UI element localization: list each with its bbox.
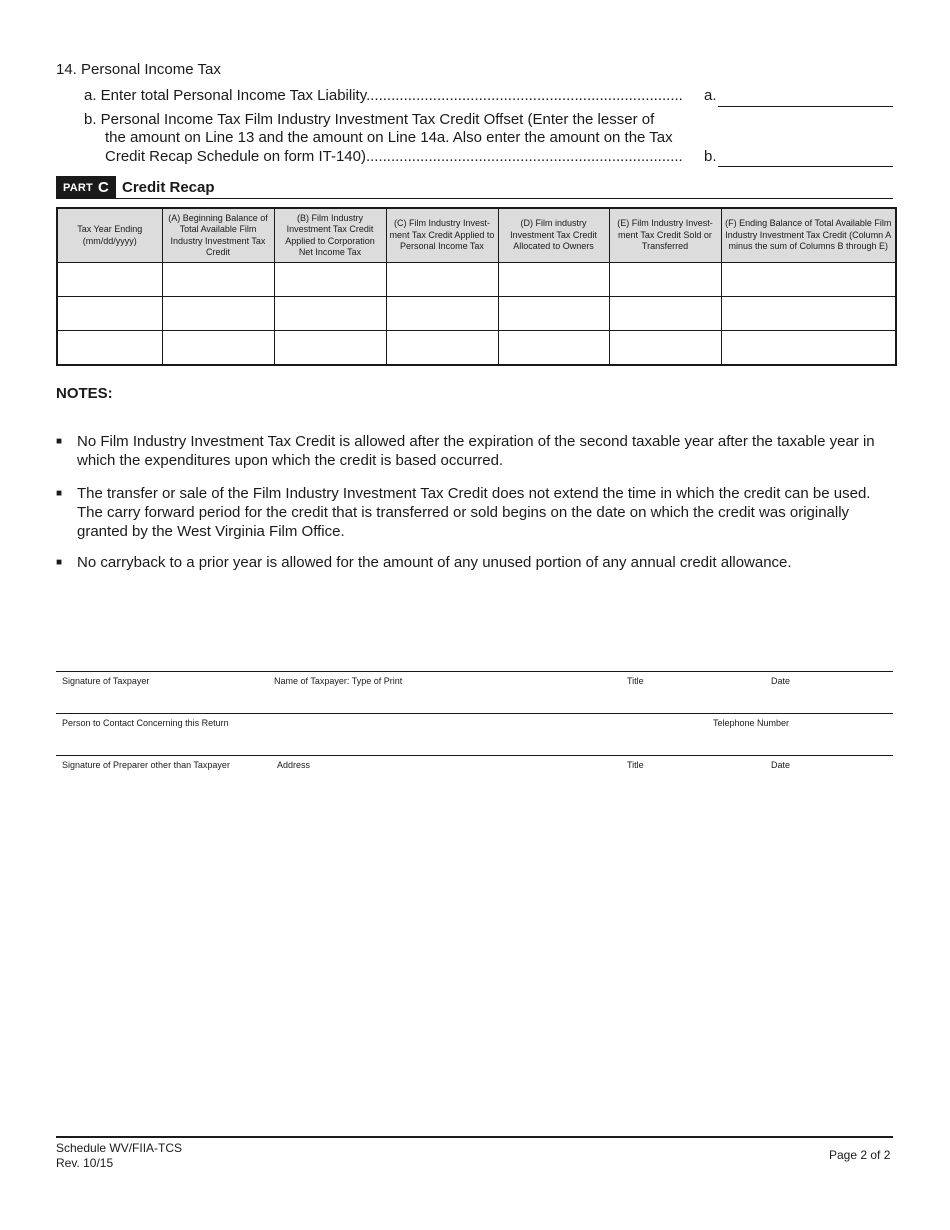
- name-of-taxpayer-label: Name of Taxpayer: Type of Print: [274, 676, 403, 686]
- cell-f[interactable]: [721, 297, 896, 331]
- line-14-title: 14. Personal Income Tax: [56, 61, 221, 78]
- header-col-d: (D) Film industry Investment Tax Credit Allocated to Owners: [498, 208, 609, 263]
- cell-d[interactable]: [498, 263, 609, 297]
- cell-d[interactable]: [498, 297, 609, 331]
- line-14b-input[interactable]: [718, 166, 893, 167]
- note-item-1: No Film Industry Investment Tax Credit is allowed after the expiration of the second taxable year after the taxable year in which the expenditures upon which the credit is based occurred.: [77, 433, 875, 469]
- header-col-a: (A) Beginning Balance of Total Available Film Industry Investment Tax Credit: [162, 208, 274, 263]
- line-14a-text: a. Enter total Personal Income Tax Liability............................................................................: [84, 87, 683, 104]
- table-row: [57, 263, 896, 297]
- telephone-number-label: Telephone Number: [713, 718, 790, 728]
- cell-f[interactable]: [721, 331, 896, 366]
- cell-tax-year[interactable]: [57, 263, 162, 297]
- part-badge-word: PART: [63, 181, 93, 194]
- page-number: Page 2 of 2: [829, 1148, 891, 1162]
- cell-d[interactable]: [498, 331, 609, 366]
- header-col-f: (F) Ending Balance of Total Available Film Industry Investment Tax Credit (Column A minus the sum of Columns B through E): [721, 208, 896, 263]
- cell-a[interactable]: [162, 297, 274, 331]
- cell-b[interactable]: [274, 297, 386, 331]
- cell-a[interactable]: [162, 331, 274, 366]
- title-label: Title: [627, 676, 644, 686]
- address-label: Address: [277, 760, 311, 770]
- header-col-b: (B) Film Industry Investment Tax Credit Applied to Corporation Net Income Tax: [274, 208, 386, 263]
- square-bullet-icon: ■: [56, 557, 63, 568]
- cell-tax-year[interactable]: [57, 331, 162, 366]
- note-item-3: No carryback to a prior year is allowed for the amount of any unused portion of any annual credit allowance.: [77, 554, 792, 571]
- header-col-c: (C) Film Industry Invest-ment Tax Credit Applied to Personal Income Tax: [386, 208, 498, 263]
- title-label: Title: [627, 760, 644, 770]
- signature-line-3[interactable]: [56, 755, 893, 756]
- note-item-2: The transfer or sale of the Film Industry Investment Tax Credit does not extend the time in which the credit can be used. The carry forward period for the credit that is transferred or sold begins on the date on which the credit was originally granted by the West Virginia Film Office.: [77, 485, 871, 540]
- footer-rule: [56, 1136, 893, 1138]
- signature-line-1[interactable]: [56, 671, 893, 672]
- part-c-title: Credit Recap: [122, 179, 215, 196]
- schedule-id: Schedule WV/FIIA-TCS: [56, 1141, 183, 1155]
- signature-of-taxpayer-label: Signature of Taxpayer: [62, 676, 150, 686]
- preparer-signature-label: Signature of Preparer other than Taxpayer: [62, 760, 230, 770]
- square-bullet-icon: ■: [56, 436, 63, 447]
- signature-line-2[interactable]: [56, 713, 893, 714]
- revision-date: Rev. 10/15: [56, 1156, 114, 1170]
- line-14b-text-1: b. Personal Income Tax Film Industry Investment Tax Credit Offset (Enter the lesser of: [84, 111, 655, 128]
- part-c-rule: [116, 198, 893, 199]
- cell-a[interactable]: [162, 263, 274, 297]
- cell-c[interactable]: [386, 331, 498, 366]
- cell-e[interactable]: [609, 297, 721, 331]
- cell-c[interactable]: [386, 263, 498, 297]
- header-col-e: (E) Film Industry Invest-ment Tax Credit Sold or Transferred: [609, 208, 721, 263]
- cell-e[interactable]: [609, 263, 721, 297]
- line-14b-label: b.: [704, 148, 717, 165]
- cell-b[interactable]: [274, 263, 386, 297]
- square-bullet-icon: ■: [56, 488, 63, 499]
- line-14b-text-3: Credit Recap Schedule on form IT-140)............................................................................: [105, 148, 683, 165]
- credit-recap-table: [56, 207, 897, 366]
- contact-person-label: Person to Contact Concerning this Return: [62, 718, 229, 728]
- cell-e[interactable]: [609, 331, 721, 366]
- line-14b-text-2: the amount on Line 13 and the amount on Line 14a. Also enter the amount on the Tax: [105, 129, 673, 146]
- line-14a-label: a.: [704, 87, 717, 104]
- part-badge-letter: C: [97, 179, 109, 196]
- cell-b[interactable]: [274, 331, 386, 366]
- line-14a-input[interactable]: [718, 106, 893, 107]
- header-tax-year-ending: Tax Year Ending (mm/dd/yyyy): [57, 208, 162, 263]
- table-row: [57, 331, 896, 366]
- part-c-badge: [56, 176, 116, 199]
- date-label: Date: [771, 676, 791, 686]
- date-label: Date: [771, 760, 791, 770]
- table-header-row: [57, 208, 896, 263]
- cell-tax-year[interactable]: [57, 297, 162, 331]
- cell-c[interactable]: [386, 297, 498, 331]
- cell-f[interactable]: [721, 263, 896, 297]
- table-row: [57, 297, 896, 331]
- notes-title: NOTES:: [56, 385, 113, 402]
